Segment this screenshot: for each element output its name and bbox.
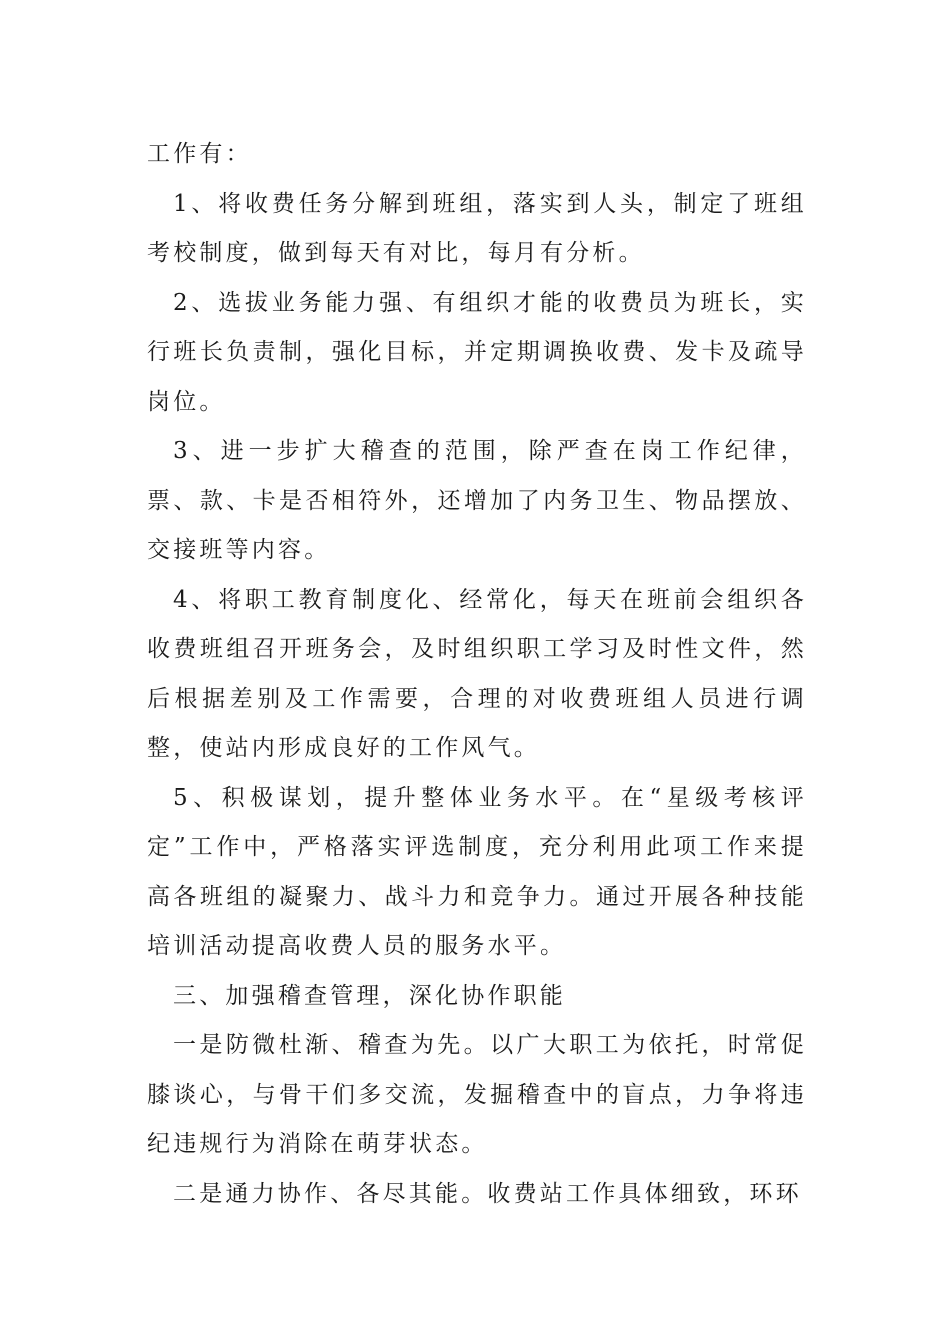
paragraph-item-1: 1、将收费任务分解到班组，落实到人头，制定了班组考校制度，做到每天有对比，每月有分析。: [147, 190, 807, 266]
paragraph-item-5: 5、积极谋划，提升整体业务水平。在“星级考核评定”工作中，严格落实评选制度，充分利用此项工作来提高各班组的凝聚力、战斗力和竞争力。通过开展各种技能培训活动提高收费人员的服务水平。: [147, 784, 807, 959]
paragraph-intro: 工作有：: [147, 141, 252, 167]
paragraph-point-2: 二是通力协作、各尽其能。收费站工作具体细致，环环: [173, 1180, 802, 1207]
document-body: [147, 130, 807, 1219]
paragraph-item-2: 2、选拔业务能力强、有组织才能的收费员为班长，实行班长负责制，强化目标，并定期调换收费、发卡及疏导岗位。: [147, 289, 807, 415]
paragraph-item-3: 3、进一步扩大稽查的范围，除严查在岗工作纪律，票、款、卡是否相符外，还增加了内务卫生、物品摆放、交接班等内容。: [147, 438, 807, 563]
paragraph-item-4: 4、将职工教育制度化、经常化，每天在班前会组织各收费班组召开班务会，及时组织职工学习及时性文件，然后根据差别及工作需要，合理的对收费班组人员进行调整，使站内形成良好的工作风气。: [147, 586, 807, 761]
section-heading-3: 三、加强稽查管理，深化协作职能: [173, 982, 566, 1009]
paragraph-point-1: 一是防微杜渐、稽查为先。以广大职工为依托，时常促膝谈心，与骨干们多交流，发掘稽查中的盲点，力争将违纪违规行为消除在萌芽状态。: [147, 1032, 807, 1157]
